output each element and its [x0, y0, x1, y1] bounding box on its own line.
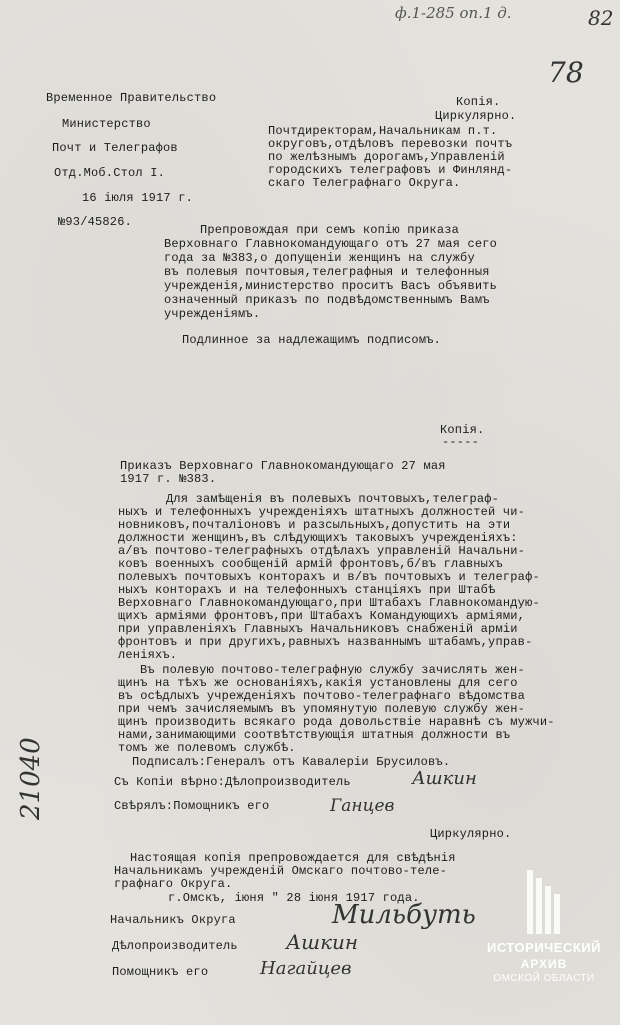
order-line: полевыхъ почтовыхъ конторахъ и в/въ почтовыхъ и телеграф- — [118, 570, 540, 584]
section-name: Отд.Моб.Стол I. — [54, 166, 166, 180]
address-line: городскихъ телеграфовъ и Финлянд- — [268, 163, 513, 177]
order-signed-by: Подписалъ:Генералъ отъ Кавалерiи Брусиловъ. — [132, 755, 451, 769]
archive-handwritten-reference: ф.1-285 оп.1 д. — [395, 4, 512, 22]
order-line: щихъ армiями фронтовъ,при Штабахъ Командующихъ армiями, — [118, 609, 526, 623]
copy-underline: ----- — [442, 435, 480, 449]
verified-copy-line: Съ Копiи вѣрно:Дѣлопроизводитель — [114, 775, 351, 789]
archive-building-icon — [523, 870, 563, 934]
archive-logo — [468, 870, 618, 1000]
order-line: въ осѣдлыхъ учрежденiяхъ почтово-телеграфнаго вѣдомства — [118, 689, 526, 703]
body-line: Препровождая при семъ копiю приказа — [200, 223, 460, 237]
order-line: а/въ почтово-телеграфныхъ отдѣлахъ управленiй Начальни- — [118, 544, 526, 558]
page-number: 78 — [548, 56, 584, 89]
body-line: означенный приказъ по подвѣдомственнымъ Вамъ — [164, 293, 490, 307]
order-line: щинъ производить всякаго рода довольствiе наравнѣ съ мужчи- — [118, 715, 555, 729]
note-line: Начальникамъ учрежденiй Омскаго почтово-теле- — [114, 864, 448, 878]
department-name: Почт и Телеграфов — [52, 141, 178, 155]
vertical-handwritten-number: 21040 — [16, 737, 46, 820]
address-line: скаго Телеграфнаго Округа. — [268, 176, 461, 190]
place-and-date: г.Омскъ, iюня " 28 iюня 1917 года. — [168, 891, 420, 905]
order-line: новниковъ,почталiоновъ и разсыльныхъ,допустить на эти — [118, 518, 511, 532]
copy-label-2: Копiя. — [440, 423, 485, 437]
order-line: ныхъ конторахъ и на телефонныхъ станцiяхъ при Штабѣ — [118, 583, 496, 597]
assistant-signature-2: Нагайцев — [260, 958, 352, 979]
checked-by-line: Свѣрялъ:Помощникъ его — [114, 799, 270, 813]
order-line: ленiяхъ. — [118, 648, 178, 662]
order-line: должности женщинъ,въ слѣдующихъ таковыхъ учрежденiяхъ: — [118, 531, 518, 545]
logo-line-3: ОМСКОЙ ОБЛАСТИ — [493, 973, 595, 984]
archive-sheet-number: 82 — [588, 6, 614, 30]
address-line: по желѣзнымъ дорогамъ,Управленiй — [268, 150, 505, 164]
body-line: Верховнаго Главнокомандующаго отъ 27 мая сего — [164, 237, 498, 251]
order-line: Въ полевую почтово-телеграфную службу зачислять жен- — [140, 663, 525, 677]
body-line: учрежденiямъ. — [164, 307, 261, 321]
order-title: Приказъ Верховнаго Главнокомандующаго 27 мая — [120, 459, 446, 473]
circular-label-2: Циркулярно. — [430, 827, 512, 841]
order-line: Верховнаго Главнокомандующаго,при Штабахъ Главнокомандую- — [118, 596, 540, 610]
copy-label-1: Копiя. — [456, 95, 501, 109]
address-line: Почтдиректорам,Начальникам п.т. — [268, 124, 498, 138]
note-line: графнаго Округа. — [114, 877, 233, 891]
chief-signature: Мильбуть — [332, 900, 476, 930]
logo-line-1: ИСТОРИЧЕСКИЙ — [487, 940, 601, 955]
order-line: ковъ военныхъ сообщенiй армiй фронтовъ,б/въ главныхъ — [118, 557, 503, 571]
document-number: №93/45826. — [58, 215, 133, 229]
government-name: Временное Правительство — [46, 91, 217, 105]
order-line: Для замѣщенiя въ полевыхъ почтовыхъ,телеграф- — [166, 492, 500, 506]
order-line: при чемъ зачисляемымъ въ упомянутую полевую службу жен- — [118, 702, 526, 716]
note-line: Настоящая копiя препровождается для свѣдѣнiя — [130, 851, 456, 865]
assistant-label: Помощникъ его — [112, 965, 209, 979]
order-line: щинъ на тѣхъ же основанiяхъ,какiя установлены для сего — [118, 676, 518, 690]
logo-line-2: АРХИВ — [520, 957, 568, 971]
clerk-signature-2: Ашкин — [286, 930, 359, 954]
body-line: года за №383,о допущенiи женщинъ на службу — [164, 251, 475, 265]
assistant-signature-1: Ганцев — [330, 796, 395, 816]
district-chief-label: Начальникъ Округа — [110, 913, 236, 927]
body-line: учрежденiя,министерство проситъ Васъ объявить — [164, 279, 498, 293]
order-line: нами,занимающими соотвѣтствующiя штатныя должности въ — [118, 728, 511, 742]
clerk-signature-1: Ашкин — [412, 768, 477, 789]
circular-label-1: Циркулярно. — [435, 109, 517, 123]
ministry-name: Министерство — [62, 117, 151, 131]
body-line: въ полевыя почтовыя,телеграфныя и телефонныя — [164, 265, 490, 279]
address-line: округовъ,отдѣловъ перевозки почтъ — [268, 137, 513, 151]
order-line: фронтовъ и при другихъ,равныхъ названнымъ штабамъ,управ- — [118, 635, 533, 649]
clerk-label: Дѣлопроизводитель — [112, 939, 238, 953]
order-line: ныхъ и телефонныхъ учрежденiяхъ штатныхъ должностей чи- — [118, 505, 526, 519]
document-date: 16 iюля 1917 г. — [82, 191, 194, 205]
order-line: томъ же полевомъ службѣ. — [118, 741, 296, 755]
order-line: при управленiяхъ Главныхъ Начальниковъ снабженiй армiи — [118, 622, 518, 636]
order-title-line2: 1917 г. №383. — [120, 472, 217, 486]
original-signed-note: Подлинное за надлежащимъ подписомъ. — [182, 333, 442, 347]
